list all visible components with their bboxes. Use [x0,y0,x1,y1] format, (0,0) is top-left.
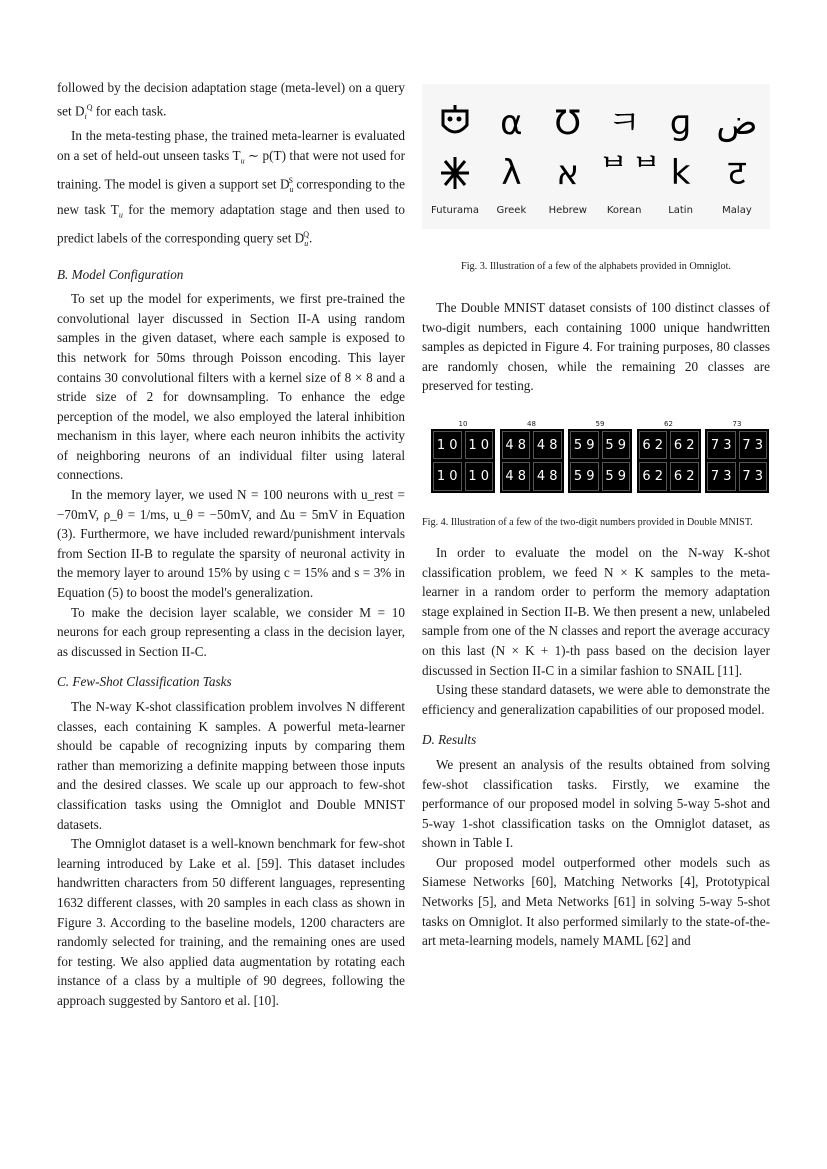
digit-grid [637,429,701,493]
text: for the memory adaptation stage and then used to predict labels of the corresponding query set D [57,201,406,246]
superscript: Q [86,102,93,112]
glyph: α [500,103,523,143]
subscript: u [118,210,123,220]
figure-double-mnist [422,420,770,530]
alphabet-name: Hebrew [548,205,587,216]
figure-caption: Fig. 3. Illustration of a few of the alphabets provided in Omniglot. [461,261,731,272]
glyph: א [556,153,580,193]
glyph: Ʊ [554,103,581,143]
digit-sample: 6 2 [639,431,668,460]
digit-pair [705,420,769,493]
alphabet-name: Futurama [431,205,479,216]
digit-sample: 5 9 [602,462,631,491]
superscript: Q [303,229,309,239]
glyph: ض [716,103,758,143]
paragraph-results: We present an analysis of the results obtained from solving few-shot classification tasks. Firstly, we examine the performance of our proposed model in solving 5-way 5-shot and 5-way 1-shot classification tasks on the Omniglot dataset, as shown in Table I. [422,756,770,851]
glyph: ɡ [669,103,692,143]
pair-label: 48 [527,419,536,428]
digit-sample: 6 2 [639,462,668,491]
paragraph-meta-testing [57,126,405,253]
digit-grid [500,429,564,493]
digit-sample: 5 9 [570,462,599,491]
left-column [57,78,405,1011]
text: for each task. [92,102,167,118]
alphabet-name: Malay [722,205,752,216]
glyph-row-bottom [428,148,764,198]
digit-sample: 4 8 [502,462,531,491]
superscript: S [288,176,293,186]
digit-sample: 1 0 [465,462,494,491]
text: ∼ p(T) that were not used for training. The model is given a support set D [57,147,405,192]
digit-sample: 6 2 [670,462,699,491]
paragraph-nway-kshot: The N-way K-shot classification problem involves N different classes, each containing K samples. A powerful meta-learner should be capable of recognizing inputs by comparing them rather than memorizing a definite mapping between those inputs and the desired classes. We scale up our approach to few-shot classification tasks using the Omniglot and Double MNIST datasets. [57,699,405,832]
glyph-futurama-2-icon [428,153,482,193]
alphabet-name: Korean [606,205,642,216]
glyph-row-top [428,98,764,148]
subscript: u [240,156,245,166]
glyph: ट [728,153,746,193]
text: In the meta-testing phase, the trained meta-learner is evaluated on a set of held-out unseen tasks T [57,128,405,163]
right-column [422,84,770,951]
digit-pair [637,420,701,493]
glyph-futurama-1-icon [428,103,482,143]
paragraph-comparison: Our proposed model outperformed other models such as Siamese Networks [60], Matching Networks [4], Prototypical Networks [5], and Meta Networks [61] in solving 5-way 5-shot tasks on Omniglot. It also performed similarly to the state-of-the-art meta-learning models, namely MAML [62] and [422,854,770,949]
digit-sample: 4 8 [533,462,562,491]
section-heading: C. Few-Shot Classification Tasks [57,674,232,690]
paragraph-double-mnist: The Double MNIST dataset consists of 100 distinct classes of two-digit numbers, each containing 1000 unique handwritten samples as depicted in Figure 4. For training purposes, 80 classes are randomly chosen, while the remaining 20 classes are preserved for testing. [422,300,770,394]
digit-sample: 5 9 [602,431,631,460]
digit-grid [705,429,769,493]
subscript: u [289,185,294,195]
digit-pair [568,420,632,493]
digit-sample: 1 0 [465,431,494,460]
paragraph-setup: To set up the model for experiments, we first pre-trained the convolutional layer discussed in Section II-A using random samples in the given dataset, where each sample is exposed to this network for 50ms through Poisson encoding. This layer contains 30 convolutional filters with a kernel size of 8 × 8 and a stride size of 2 for downsampling. To enhance the edge perception of the model, we also employed the lateral inhibition mechanism in this layer, where each neuron inhibits the activity of neighboring neurons of an individual filter using lateral connections. [57,291,405,483]
digit-sample: 5 9 [570,431,599,460]
alphabet-name: Latin [668,205,693,216]
paragraph-decision-layer: To make the decision layer scalable, we consider M = 10 neurons for each group representing a class in the decision layer, as discussed in Section II-C. [57,604,405,659]
double-mnist-image [422,420,770,510]
figure-omniglot [422,84,770,274]
digit-sample: 7 3 [739,462,768,491]
digit-sample: 4 8 [533,431,562,460]
glyph: ᄇᄇ [597,153,663,193]
text: followed by the decision adaptation stage (meta-level) on a query set D [57,80,405,118]
digit-sample: 7 3 [739,431,768,460]
glyph: ㅋ [607,103,641,143]
digit-sample: 7 3 [707,462,736,491]
text: corresponding to the new task T [57,176,405,217]
pair-label: 62 [664,419,673,428]
digit-grid [431,429,495,493]
digit-sample: 1 0 [433,431,462,460]
digit-sample: 6 2 [670,431,699,460]
digit-sample: 4 8 [502,431,531,460]
paragraph-evaluation: In order to evaluate the model on the N-way K-shot classification problem, we feed N × K samples to the meta-learner in a random order to perform the memory adaptation stage explained in Section II-B. We then present a new, unlabeled sample from one of the N classes and report the average accuracy on this last (N × K + 1)-th pass based on the decision layer discussed in Section II-C in a similar fashion to SNAIL [11]. [422,544,770,678]
section-heading: B. Model Configuration [57,266,184,282]
figure-caption: Fig. 4. Illustration of a few of the two-digit numbers provided in Double MNIST. [422,516,753,528]
pair-label: 59 [595,419,605,428]
digit-pair [431,420,495,493]
subscript: u [304,238,309,248]
pair-label: 10 [458,419,468,428]
digit-sample: 1 0 [433,462,462,491]
paragraph-memory-layer: In the memory layer, we used N = 100 neurons with u_rest = −70mV, ρ_θ = 1/ms, u_θ = −50mV, and Δu = 5mV in Equation (3). Furthermore, we have included reward/punishment intervals from Section II-B to regulate the sparsity of neuronal activity in the memory layer to around 15% by using c = 15% and s = 3% in Equation (5) to boost the model's generalization. [57,487,405,601]
digit-pair [500,420,564,493]
digit-grid [568,429,632,493]
paragraph-omniglot: The Omniglot dataset is a well-known benchmark for few-shot learning introduced by Lake et al. [59]. This dataset includes handwritten characters from 50 different languages, representing 1632 different classes, with 20 samples in each class as shown in Figure 3. According to the baseline models, 1200 characters are randomly selected for training, and the remaining ones are used for testing. We also applied data augmentation by rotating each instance of a class by a multiple of 90 degrees, following the approach suggested by Santoro et al. [10]. [57,836,405,1008]
glyph: λ [501,153,522,193]
omniglot-image [422,84,770,229]
alphabet-names [428,205,764,216]
subscript: i [84,111,87,121]
pair-label: 73 [732,419,742,428]
text: . [308,230,313,246]
paragraph-continuation [57,78,405,126]
section-heading: D. Results [422,732,477,748]
digit-sample: 7 3 [707,431,736,460]
glyph: k [670,153,691,193]
alphabet-name: Greek [496,205,527,216]
paragraph-datasets: Using these standard datasets, we were able to demonstrate the efficiency and generalization capabilities of our proposed model. [422,682,770,717]
